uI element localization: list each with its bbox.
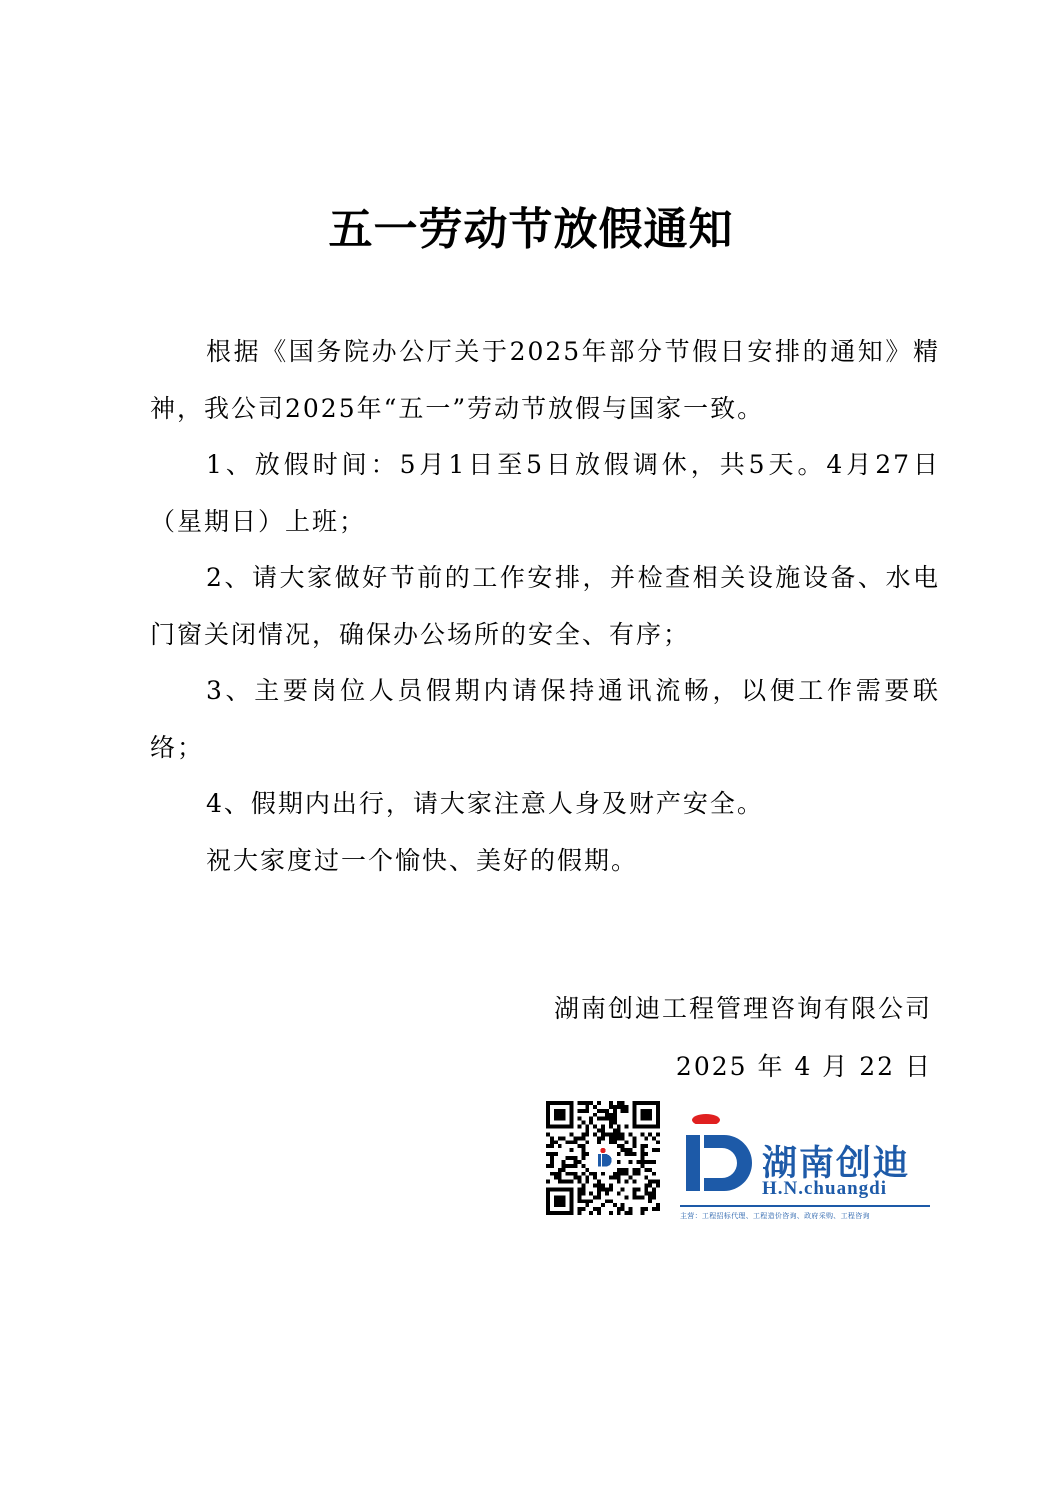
qr-center-logo [591, 1146, 615, 1170]
paragraph-item-2: 2、请大家做好节前的工作安排，并检查相关设施设备、水电门窗关闭情况，确保办公场所的安全、有序； [150, 563, 940, 649]
logo-divider [680, 1205, 930, 1207]
paragraph-item-4: 4、假期内出行，请大家注意人身及财产安全。 [206, 789, 764, 818]
logo-name-en: H.N.chuangdi [762, 1178, 887, 1199]
logo-name-cn: 湖南创迪 [762, 1144, 911, 1184]
qr-finder-top-left [546, 1101, 574, 1129]
company-logo [680, 1108, 930, 1223]
qr-code-icon [546, 1101, 660, 1215]
document-title: 五一劳动节放假通知 [328, 204, 734, 255]
company-name: 湖南创迪工程管理咨询有限公司 [553, 994, 932, 1023]
paragraph-intro: 根据《国务院办公厅关于2025年部分节假日安排的通知》精神，我公司2025年“五一”劳动节放假与国家一致。 [150, 337, 940, 423]
notice-body [150, 324, 940, 889]
paragraph-item-1: 1、放假时间：5月1日至5日放假调休，共5天。4月27日（星期日）上班； [150, 450, 940, 536]
qr-finder-top-right [632, 1101, 660, 1129]
paragraph-closing: 祝大家度过一个愉快、美好的假期。 [206, 845, 639, 875]
id-logo-mark-icon [680, 1108, 760, 1204]
logo-tagline: 主营：工程招标代理、工程造价咨询、政府采购、工程咨询 [680, 1212, 870, 1220]
qr-finder-bottom-left [546, 1187, 574, 1215]
issue-date: 2025 年 4 月 22 日 [675, 1052, 932, 1081]
paragraph-item-3: 3、主要岗位人员假期内请保持通讯流畅，以便工作需要联络； [150, 676, 940, 762]
signature-block [554, 980, 932, 1096]
